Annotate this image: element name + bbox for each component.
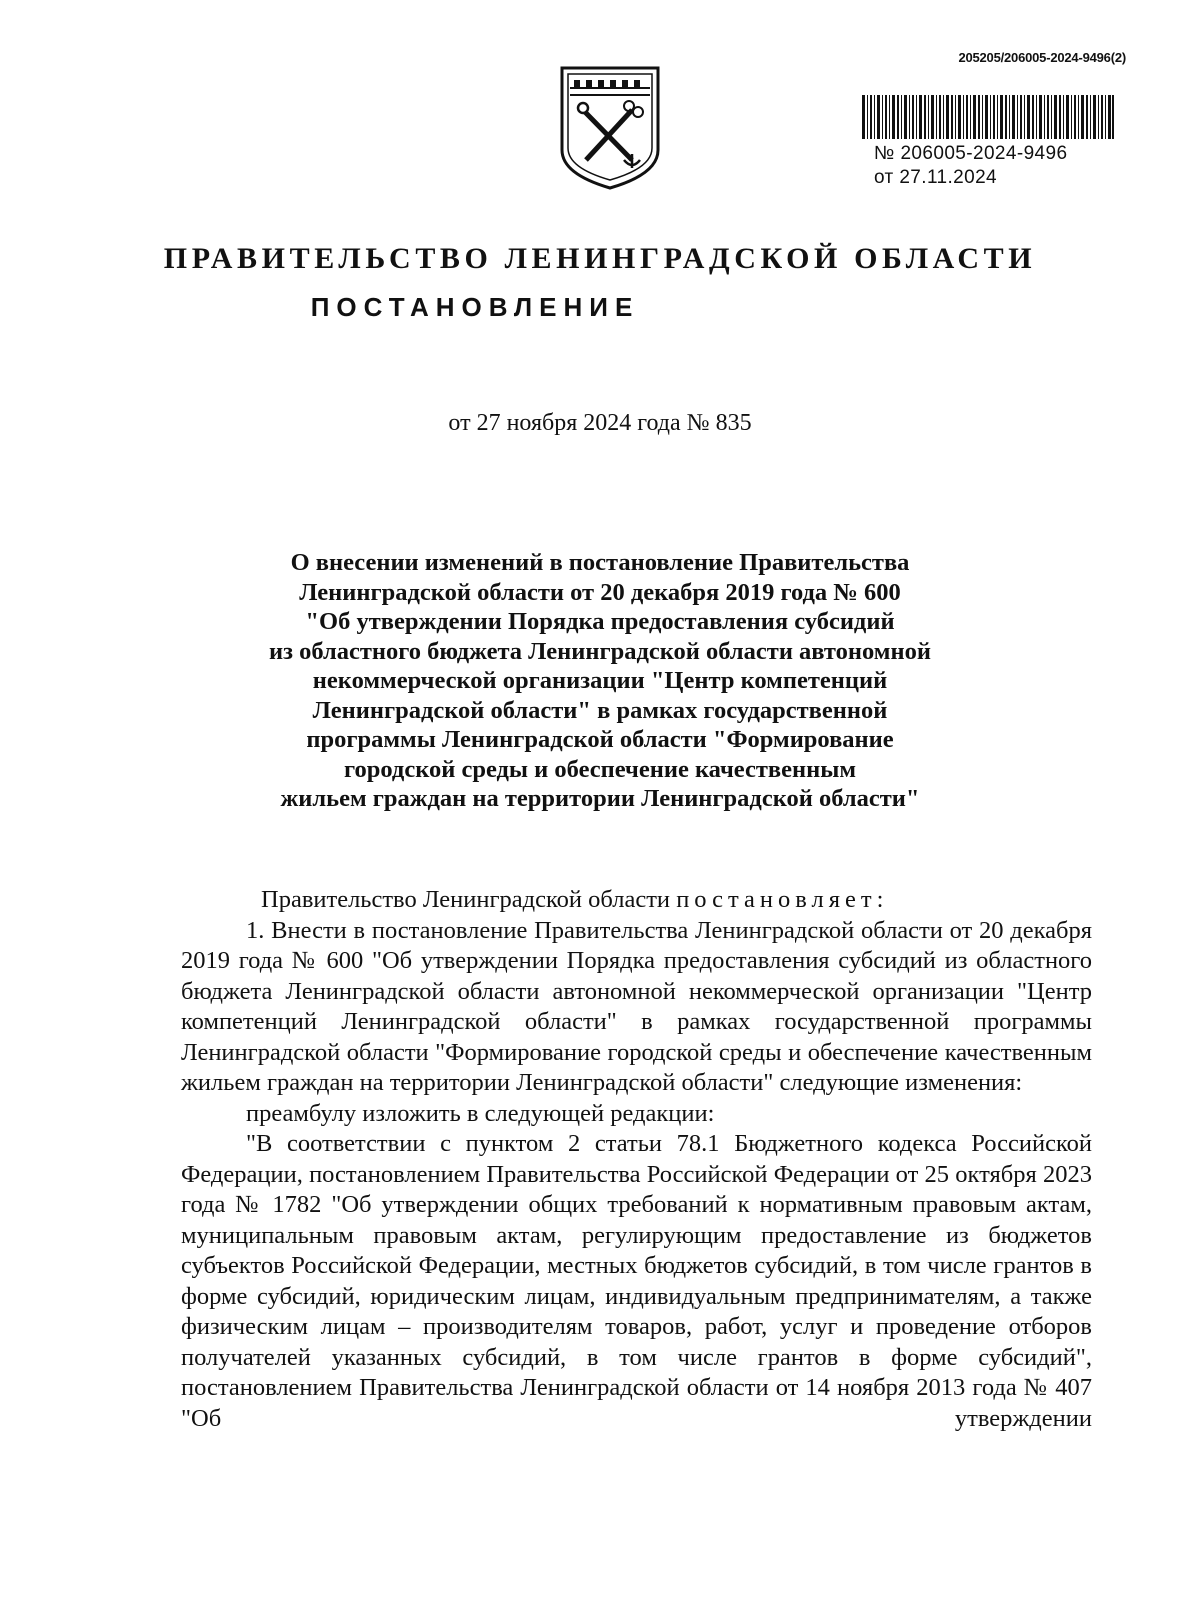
document-subject — [200, 548, 1000, 814]
subject-line: О внесении изменений в постановление Правительства — [290, 549, 910, 576]
intro-verb: постановляет: — [676, 886, 889, 913]
document-type: ПОСТАНОВЛЕНИЕ — [310, 292, 640, 322]
barcode-icon — [862, 95, 1114, 139]
item-1-paragraph: 1. Внести в постановление Правительства Ленинградской области от 20 декабря 2019 года № 600 "Об утверждении Порядка предоставления субсидий из областного бюджета Ленинградской области автономной некоммерческой организации "Центр компетенций Ленинградской области" в рамках государственной программы Ленинградской области "Формирование городской среды и обеспечение качественным жильем граждан на территории Ленинградской области" следующие изменения: — [181, 916, 1092, 1096]
subject-line: некоммерческой организации "Центр компетенций — [312, 667, 888, 694]
subject-line: "Об утверждении Порядка предоставления субсидий — [305, 608, 895, 635]
subject-line: Ленинградской области" в рамках государственной — [312, 696, 888, 724]
registration-number: № 206005-2024-9496 — [874, 143, 1068, 164]
document-body — [181, 885, 1092, 1434]
government-title: ПРАВИТЕЛЬСТВО ЛЕНИНГРАДСКОЙ ОБЛАСТИ — [163, 242, 1037, 275]
registration-date: от 27.11.2024 — [874, 167, 998, 188]
subject-line: из областного бюджета Ленинградской области автономной — [269, 637, 931, 665]
subject-line: Ленинградской области от 20 декабря 2019 года № 600 — [299, 578, 901, 606]
subject-line: городской среды и обеспечение качественным — [343, 755, 857, 783]
preamble-quote: "В соответствии с пунктом 2 статьи 78.1 Бюджетного кодекса Российской Федерации, постановлением Правительства Российской Федерации от 25 октября 2023 года № 1782 "Об утверждении общих требований к нормативным правовым актам, муниципальным правовым актам, регулирующим предоставление из бюджетов субъектов Российской Федерации, местных бюджетов субсидий, в том числе грантов в форме субсидий, юридическим лицам, индивидуальным предпринимателям, а также физическим лицам – производителям товаров, работ, услуг и проведение отборов получателей указанных субсидий, в том числе грантов в форме субсидий", постановлением Правительства Ленинградской области от 14 ноября 2013 года № 407 "Об утверждении — [181, 1130, 1092, 1432]
document-date-number: от 27 ноября 2024 года № 835 — [448, 410, 752, 436]
subject-line: программы Ленинградской области "Формирование — [306, 726, 894, 753]
intro-prefix: Правительство Ленинградской области — [261, 886, 671, 913]
document-code: 205205/206005-2024-9496(2) — [958, 50, 1126, 65]
preamble-note: преамбулу изложить в следующей редакции: — [246, 1099, 715, 1127]
intro-paragraph — [181, 885, 1092, 916]
subject-line: жильем граждан на территории Ленинградской области" — [280, 785, 920, 812]
coat-of-arms-icon — [556, 62, 664, 192]
